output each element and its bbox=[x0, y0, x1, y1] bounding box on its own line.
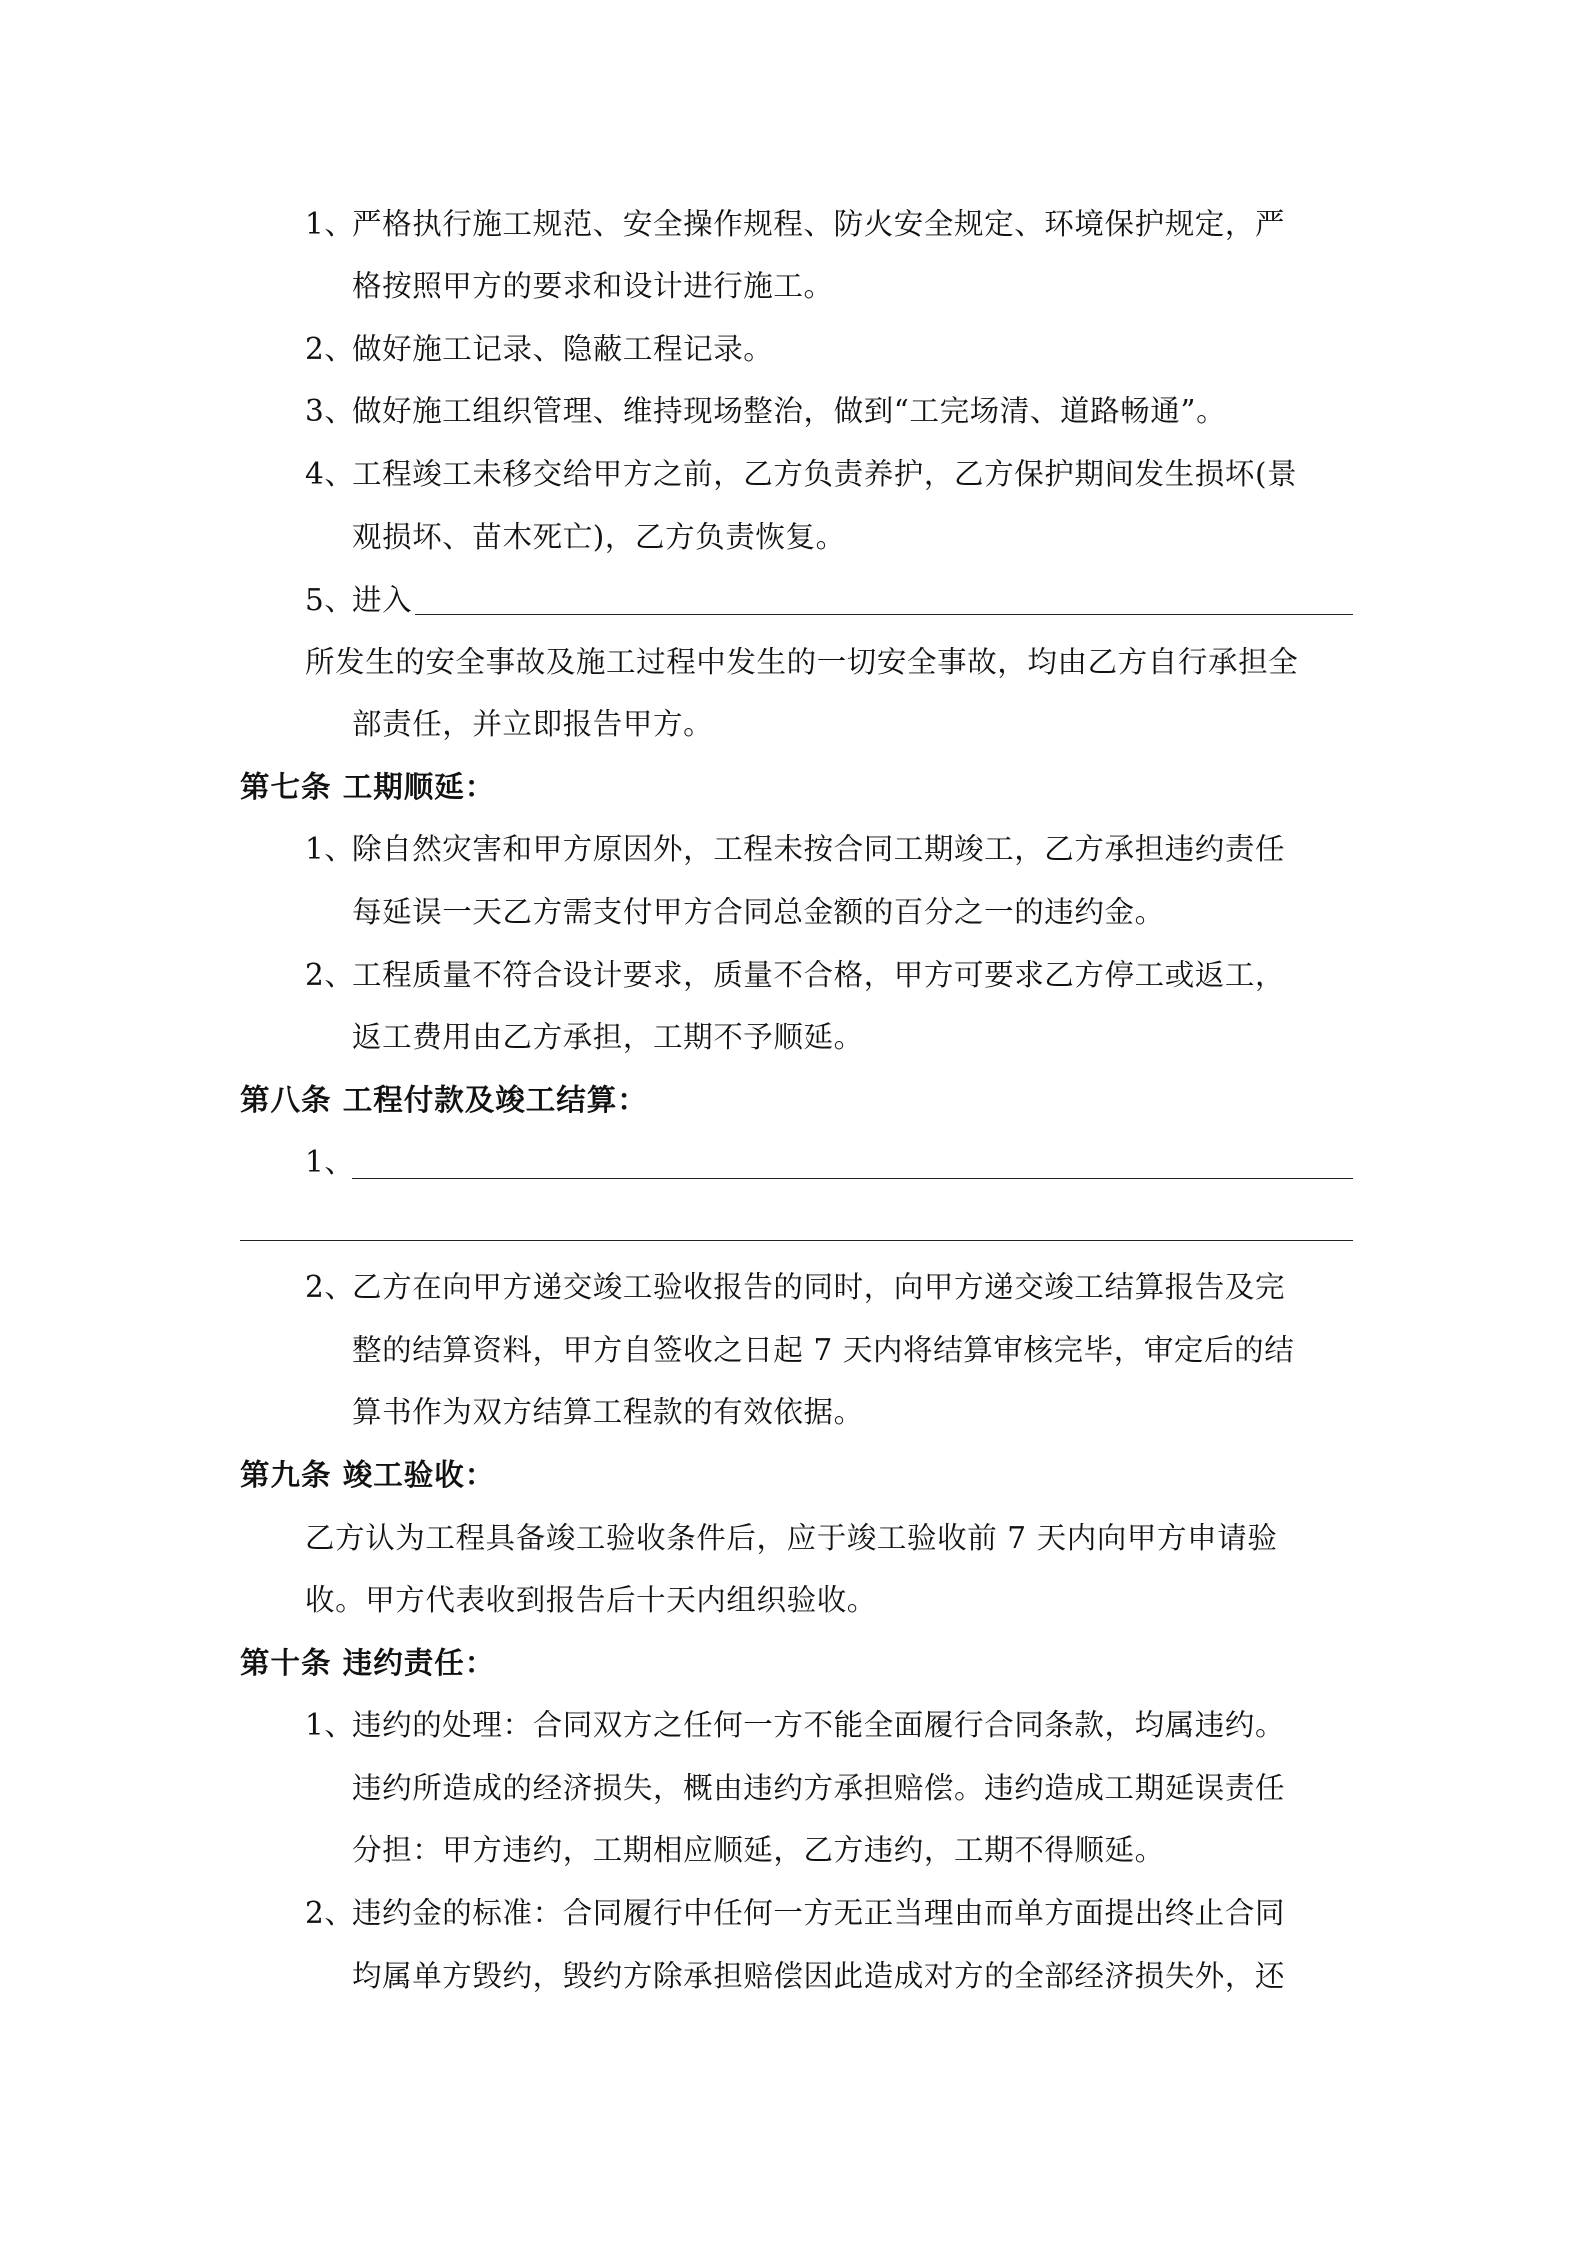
item-text: 违约的处理：合同双方之任何一方不能全面履行合同条款，均属违约。 bbox=[352, 1708, 1286, 1742]
item-text: 进入 bbox=[352, 583, 413, 617]
item-number: 1、 bbox=[305, 832, 355, 866]
blank-fill-line bbox=[352, 1178, 1353, 1179]
article-7-heading: 第七条 工期顺延： bbox=[240, 769, 496, 804]
blank-fill-line bbox=[240, 1240, 1353, 1241]
paragraph-text: 收。甲方代表收到报告后十天内组织验收。 bbox=[305, 1583, 877, 1617]
item-text: 观损坏、苗木死亡)，乙方负责恢复。 bbox=[352, 520, 846, 554]
item-text: 做好施工组织管理、维持现场整治，做到“工完场清、道路畅通”。 bbox=[352, 394, 1227, 428]
item-text: 违约金的标准：合同履行中任何一方无正当理由而单方面提出终止合同 bbox=[352, 1896, 1286, 1930]
item-text: 工程质量不符合设计要求，质量不合格，甲方可要求乙方停工或返工， bbox=[352, 958, 1286, 992]
item-text: 乙方在向甲方递交竣工验收报告的同时，向甲方递交竣工结算报告及完 bbox=[352, 1270, 1286, 1304]
item-number: 2、 bbox=[305, 958, 355, 992]
item-number: 2、 bbox=[305, 1270, 355, 1304]
item-number: 1、 bbox=[305, 207, 355, 241]
paragraph-text: 部责任，并立即报告甲方。 bbox=[352, 707, 714, 741]
item-text: 返工费用由乙方承担，工期不予顺延。 bbox=[352, 1020, 864, 1054]
item-text: 工程竣工未移交给甲方之前，乙方负责养护，乙方保护期间发生损坏(景 bbox=[352, 457, 1298, 491]
article-8-heading: 第八条 工程付款及竣工结算： bbox=[240, 1082, 648, 1117]
item-number: 2、 bbox=[305, 332, 355, 366]
item-number: 2、 bbox=[305, 1896, 355, 1930]
article-9-heading: 第九条 竣工验收： bbox=[240, 1457, 496, 1492]
item-text: 除自然灾害和甲方原因外，工程未按合同工期竣工，乙方承担违约责任 bbox=[352, 832, 1286, 866]
paragraph-text: 乙方认为工程具备竣工验收条件后，应于竣工验收前 7 天内向甲方申请验 bbox=[305, 1521, 1278, 1555]
item-text: 格按照甲方的要求和设计进行施工。 bbox=[352, 269, 834, 303]
article-10-heading: 第十条 违约责任： bbox=[240, 1645, 496, 1680]
item-number: 5、 bbox=[305, 583, 355, 617]
item-text: 均属单方毁约，毁约方除承担赔偿因此造成对方的全部经济损失外，还 bbox=[352, 1959, 1286, 1993]
item-text: 做好施工记录、隐蔽工程记录。 bbox=[352, 332, 774, 366]
item-text: 违约所造成的经济损失，概由违约方承担赔偿。违约造成工期延误责任 bbox=[352, 1771, 1286, 1805]
blank-fill-line bbox=[415, 614, 1353, 615]
item-number: 1、 bbox=[305, 1145, 355, 1179]
item-number: 4、 bbox=[305, 457, 355, 491]
paragraph-text: 所发生的安全事故及施工过程中发生的一切安全事故，均由乙方自行承担全 bbox=[305, 645, 1299, 679]
item-number: 3、 bbox=[305, 394, 355, 428]
item-text: 整的结算资料，甲方自签收之日起 7 天内将结算审核完毕，审定后的结 bbox=[352, 1333, 1295, 1367]
item-text: 算书作为双方结算工程款的有效依据。 bbox=[352, 1395, 864, 1429]
item-number: 1、 bbox=[305, 1708, 355, 1742]
item-text: 严格执行施工规范、安全操作规程、防火安全规定、环境保护规定，严 bbox=[352, 207, 1286, 241]
item-text: 分担：甲方违约，工期相应顺延，乙方违约，工期不得顺延。 bbox=[352, 1833, 1165, 1867]
item-text: 每延误一天乙方需支付甲方合同总金额的百分之一的违约金。 bbox=[352, 895, 1165, 929]
